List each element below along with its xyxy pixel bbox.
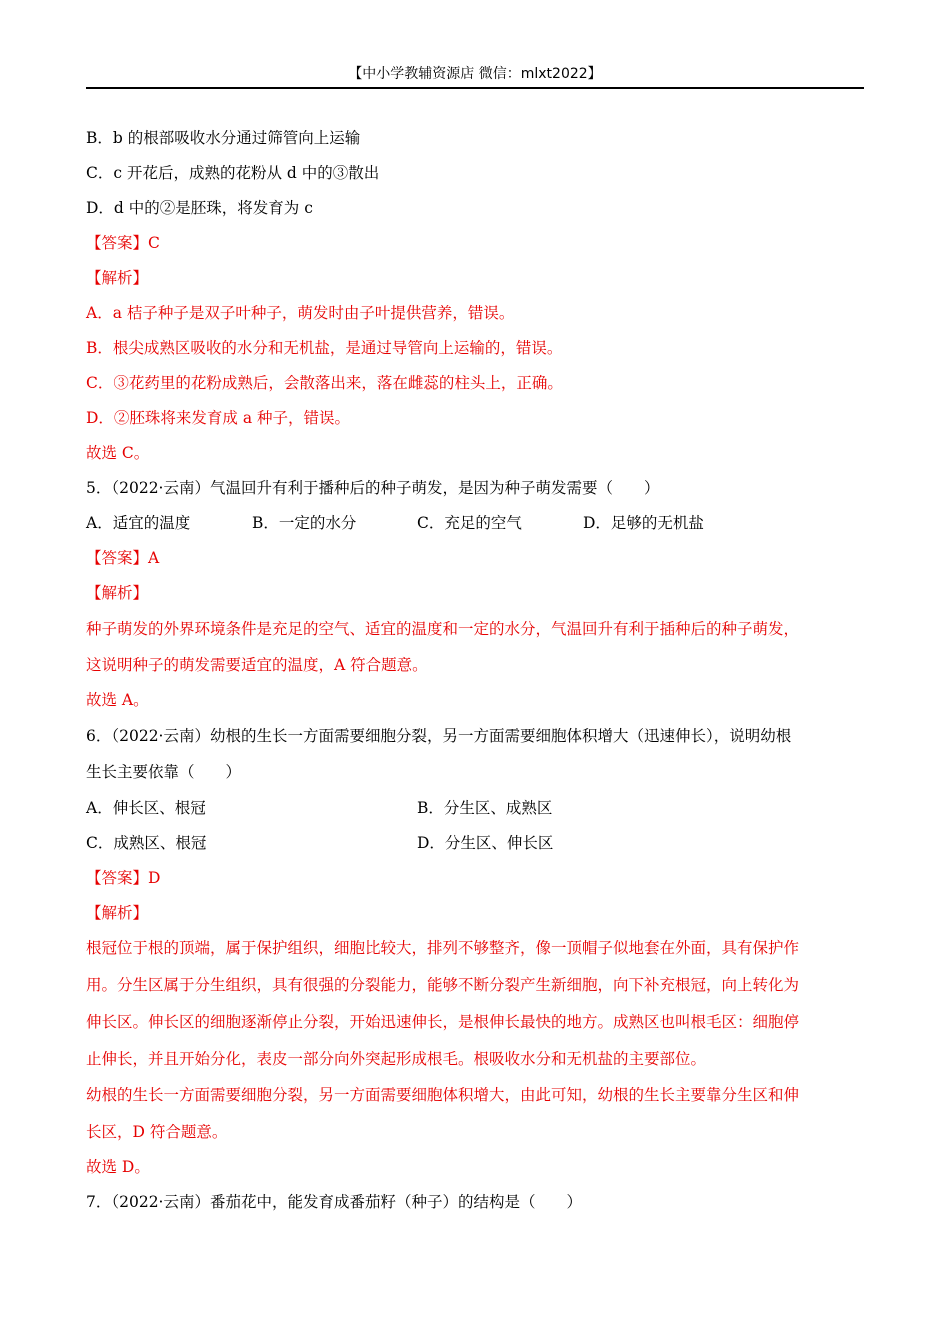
q5-answer: 【答案】A — [86, 549, 160, 567]
q4-analysis-label: 【解析】 — [86, 269, 149, 287]
q6-option-c: C．成熟区、根冠 — [86, 834, 207, 852]
q5-options — [86, 512, 864, 534]
q5-analysis-line: 种子萌发的外界环境条件是充足的空气、适宜的温度和一定的水分，气温回升有利于插种后的种子萌发， — [86, 620, 800, 638]
q6-option-d: D．分生区、伸长区 — [417, 834, 554, 852]
q5-analysis-label: 【解析】 — [86, 584, 149, 602]
q4-answer: 【答案】C — [86, 234, 160, 252]
q5-analysis-line: 这说明种子的萌发需要适宜的温度，A 符合题意。 — [86, 656, 428, 674]
q4-option-b: B．b 的根部吸收水分通过筛管向上运输 — [86, 129, 361, 147]
q6-analysis-line: 伸长区。伸长区的细胞逐渐停止分裂，开始迅速伸长，是根伸长最快的地方。成熟区也叫根毛区：细胞停 — [86, 1013, 800, 1031]
q6-options-row — [86, 797, 864, 819]
q4-conclusion: 故选 C。 — [86, 444, 150, 462]
q5-option-b: B．一定的水分 — [252, 514, 357, 532]
header-divider — [86, 87, 864, 89]
q4-analysis-line: C．③花药里的花粉成熟后，会散落出来，落在雌蕊的柱头上，正确。 — [86, 374, 563, 392]
q6-analysis-line: 用。分生区属于分生组织，具有很强的分裂能力，能够不断分裂产生新细胞，向下补充根冠，向上转化为 — [86, 976, 800, 994]
q6-analysis-line: 幼根的生长一方面需要细胞分裂，另一方面需要细胞体积增大，由此可知，幼根的生长主要靠分生区和伸 — [86, 1086, 800, 1104]
q6-option-b: B．分生区、成熟区 — [417, 799, 553, 817]
q6-analysis-line: 长区，D 符合题意。 — [86, 1123, 228, 1141]
q6-analysis-line: 根冠位于根的顶端，属于保护组织，细胞比较大，排列不够整齐，像一顶帽子似地套在外面，具有保护作 — [86, 939, 800, 957]
q6-stem-line: 生长主要依靠（ ） — [86, 763, 242, 781]
q6-analysis-label: 【解析】 — [86, 904, 149, 922]
page-header: 【中小学教辅资源店 微信：mlxt2022】 — [348, 66, 602, 82]
q6-answer: 【答案】D — [86, 869, 161, 887]
q5-option-d: D．足够的无机盐 — [583, 514, 704, 532]
q5-stem: 5．（2022·云南）气温回升有利于播种后的种子萌发，是因为种子萌发需要（ ） — [86, 479, 660, 497]
q7-stem: 7．（2022·云南）番茄花中，能发育成番茄籽（种子）的结构是（ ） — [86, 1193, 582, 1211]
q4-analysis-line: D．②胚珠将来发育成 a 种子，错误。 — [86, 409, 351, 427]
q6-analysis-line: 止伸长，并且开始分化，表皮一部分向外突起形成根毛。根吸收水分和无机盐的主要部位。 — [86, 1050, 707, 1068]
q4-option-d: D．d 中的②是胚珠，将发育为 c — [86, 199, 313, 217]
q4-analysis-line: B．根尖成熟区吸收的水分和无机盐，是通过导管向上运输的，错误。 — [86, 339, 563, 357]
q6-conclusion: 故选 D。 — [86, 1158, 150, 1176]
q6-stem-line: 6．（2022·云南）幼根的生长一方面需要细胞分裂，另一方面需要细胞体积增大（迅速伸长），说明幼根 — [86, 727, 792, 745]
q5-conclusion: 故选 A。 — [86, 691, 149, 709]
q5-option-a: A．适宜的温度 — [86, 514, 191, 532]
q6-option-a: A．伸长区、根冠 — [86, 799, 206, 817]
q5-option-c: C．充足的空气 — [417, 514, 522, 532]
q4-analysis-line: A．a 桔子种子是双子叶种子，萌发时由子叶提供营养，错误。 — [86, 304, 515, 322]
q4-option-c: C．c 开花后，成熟的花粉从 d 中的③散出 — [86, 164, 380, 182]
q6-options-row — [86, 832, 864, 854]
